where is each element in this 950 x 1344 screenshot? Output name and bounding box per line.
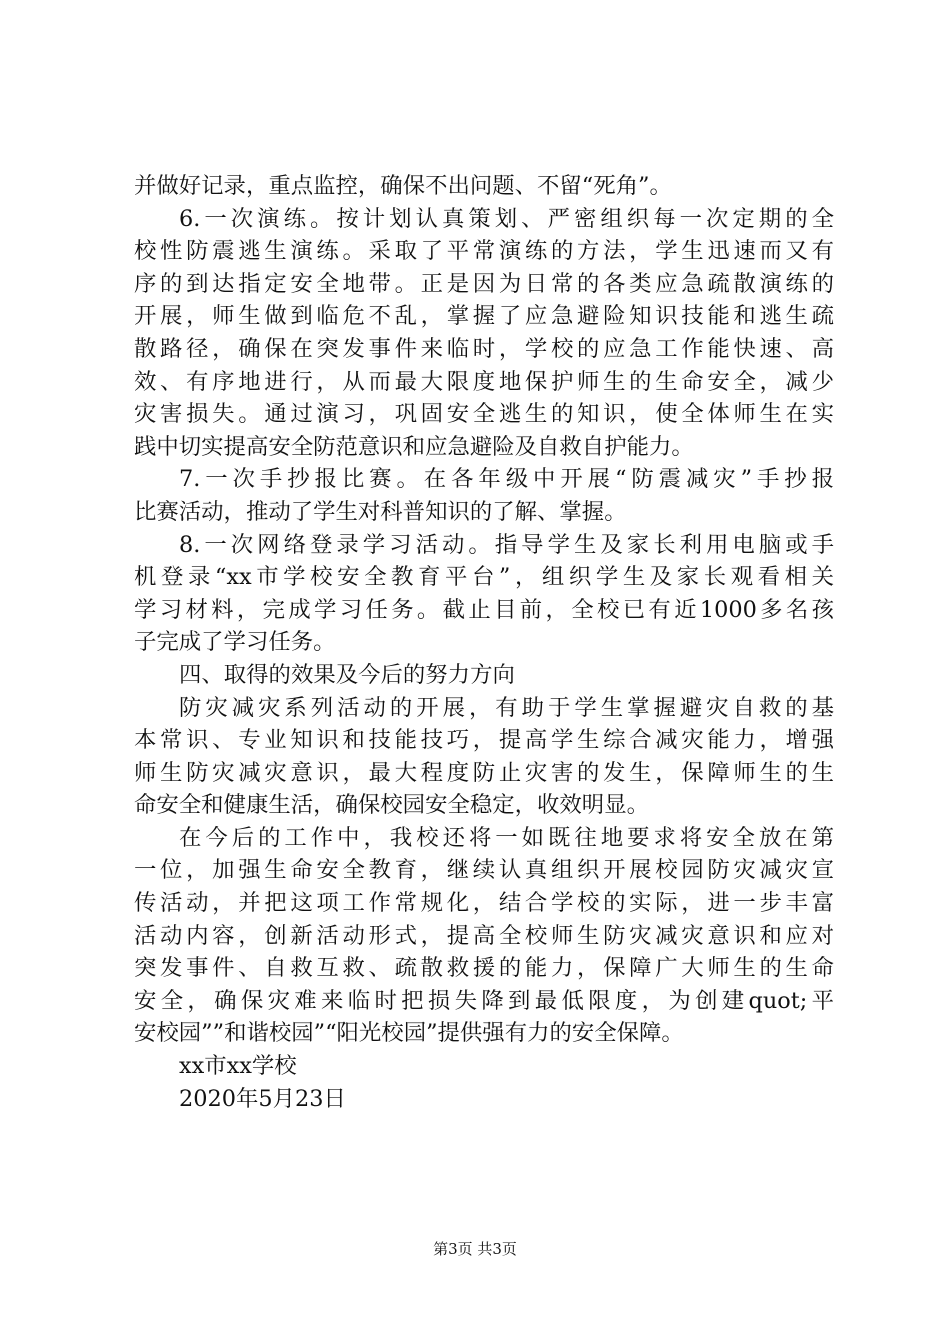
text-line: 师生防灾减灾意识，最大程度防止灾害的发生，保障师生的生 <box>134 759 834 786</box>
text-line: 在今后的工作中，我校还将一如既往地要求将安全放在第 <box>179 824 834 851</box>
text-line: 四、取得的效果及今后的努力方向 <box>179 661 515 688</box>
text-line: 比赛活动，推动了学生对科普知识的了解、掌握。 <box>134 498 627 525</box>
text-line: 一位，加强生命安全教育，继续认真组织开展校园防灾减灾宣 <box>134 857 834 884</box>
text-line: 机登录“xx市学校安全教育平台”，组织学生及家长观看相关 <box>134 564 834 591</box>
text-line: 散路径，确保在突发事件来临时，学校的应急工作能快速、高 <box>134 335 834 362</box>
text-line: 校性防震逃生演练。采取了平常演练的方法，学生迅速而又有 <box>134 238 834 265</box>
text-line: 8.一次网络登录学习活动。指导学生及家长利用电脑或手 <box>179 531 834 558</box>
text-line: 活动内容，创新活动形式，提高全校师生防灾减灾意识和应对 <box>134 922 834 949</box>
document-body <box>134 170 834 1115</box>
page-footer: 第3页 共3页 <box>433 1240 517 1258</box>
text-line: 序的到达指定安全地带。正是因为日常的各类应急疏散演练的 <box>134 270 834 297</box>
text-line: 效、有序地进行，从而最大限度地保护师生的生命安全，减少 <box>134 368 834 395</box>
text-line: xx市xx学校 <box>179 1053 297 1080</box>
text-line: 安全，确保灾难来临时把损失降到最低限度，为创建quot;平 <box>134 987 834 1014</box>
text-line: 7.一次手抄报比赛。在各年级中开展“防震减灾”手抄报 <box>179 466 834 493</box>
text-line: 践中切实提高安全防范意识和应急避险及自救自护能力。 <box>134 433 694 460</box>
text-line: 2020年5月23日 <box>179 1085 346 1112</box>
text-line: 灾害损失。通过演习，巩固安全逃生的知识，使全体师生在实 <box>134 401 834 428</box>
text-line: 本常识、专业知识和技能技巧，提高学生综合减灾能力，增强 <box>134 727 834 754</box>
text-line: 开展，师生做到临危不乱，掌握了应急避险知识技能和逃生疏 <box>134 303 834 330</box>
text-line: 学习材料，完成学习任务。截止目前，全校已有近1000多名孩 <box>134 596 834 623</box>
text-line: 并做好记录，重点监控，确保不出问题、不留“死角”。 <box>134 173 672 199</box>
text-line: 子完成了学习任务。 <box>134 629 336 656</box>
text-line: 传活动，并把这项工作常规化，结合学校的实际，进一步丰富 <box>134 890 834 917</box>
text-line: 安校园””和谐校园”“阳光校园”提供强有力的安全保障。 <box>134 1020 684 1047</box>
text-line: 命安全和健康生活，确保校园安全稳定，收效明显。 <box>134 792 649 819</box>
text-line: 突发事件、自救互救、疏散救援的能力，保障广大师生的生命 <box>134 955 834 982</box>
text-line: 防灾减灾系列活动的开展，有助于学生掌握避灾自救的基 <box>179 694 834 721</box>
text-line: 6.一次演练。按计划认真策划、严密组织每一次定期的全 <box>179 205 834 232</box>
